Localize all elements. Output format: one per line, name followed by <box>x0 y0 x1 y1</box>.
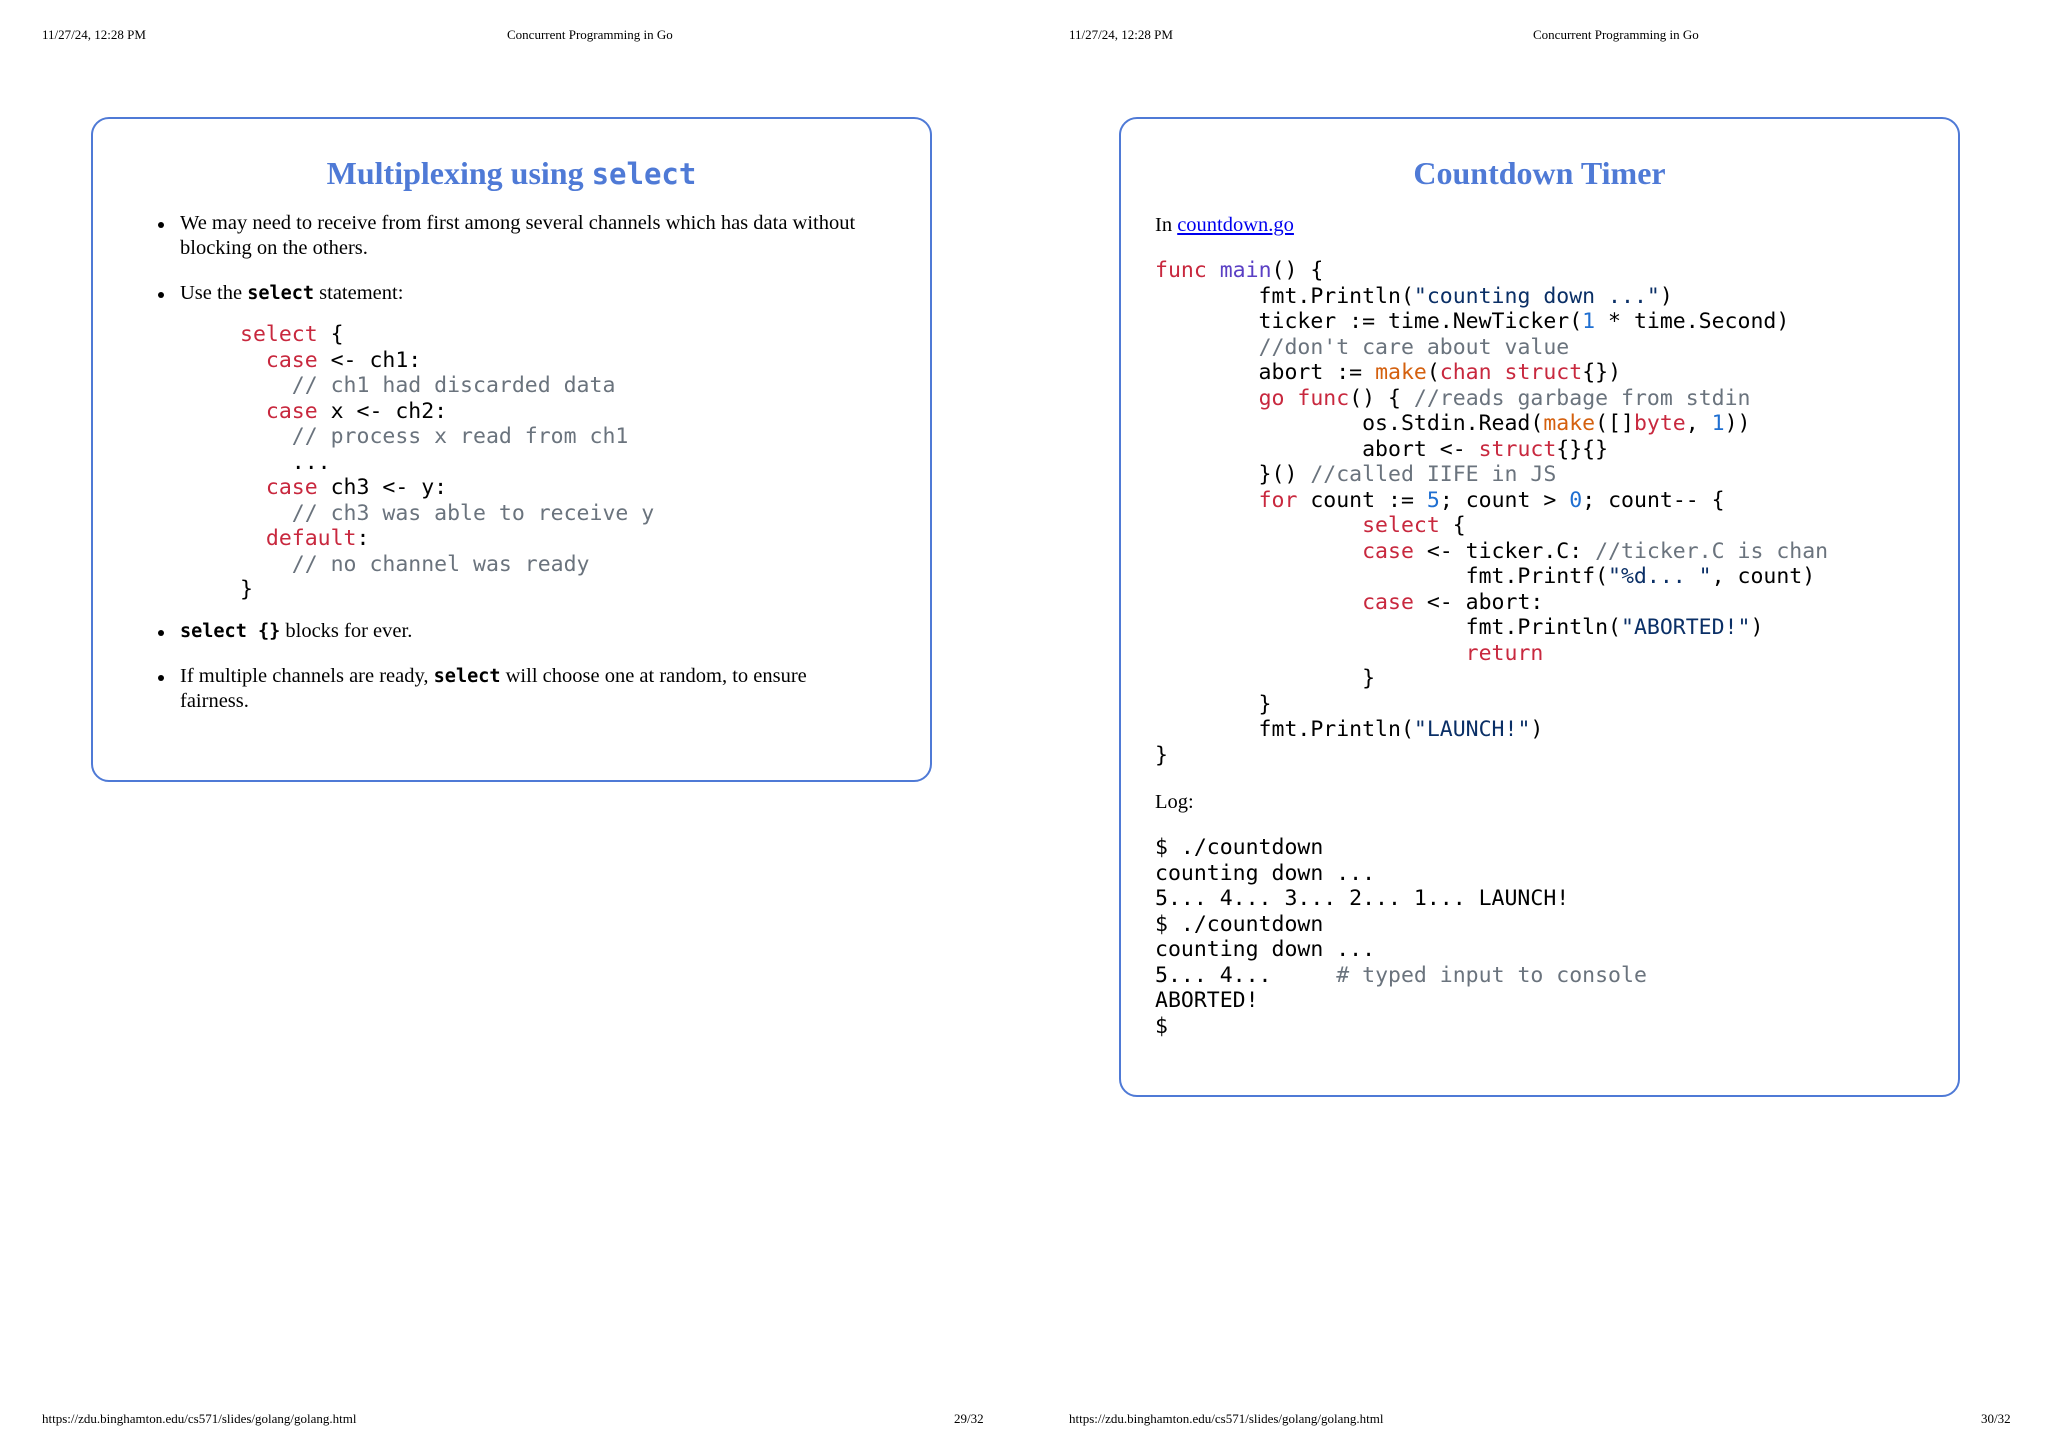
slide-title: Multiplexing using select <box>326 155 697 191</box>
bullet-item: If multiple channels are ready, select will choose one at random, to ensure fairness. <box>140 664 860 714</box>
page-url: https://zdu.binghamton.edu/cs571/slides/golang/golang.html <box>1069 1411 1384 1426</box>
countdown-link[interactable]: countdown.go <box>1177 214 1294 236</box>
page-number: 30/32 <box>1981 1411 2011 1426</box>
slide-title: Countdown Timer <box>1413 155 1666 191</box>
bullet-item: We may need to receive from first among several channels which has data without blocking on the others. <box>140 211 860 261</box>
log-output: $ ./countdown counting down ... 5... 4... 3... 2... 1... LAUNCH! $ ./countdown counting down ... 5... 4... # typed input to console ABORTED! $ <box>1155 835 1647 1039</box>
page-timestamp: 11/27/24, 12:28 PM <box>42 27 146 42</box>
page-number: 29/32 <box>954 1411 984 1426</box>
log-label: Log: <box>1155 791 1194 813</box>
page-header-title: Concurrent Programming in Go <box>507 27 673 42</box>
intro-text: In countdown.go <box>1155 214 1294 236</box>
page-timestamp: 11/27/24, 12:28 PM <box>1069 27 1173 42</box>
page-url: https://zdu.binghamton.edu/cs571/slides/golang/golang.html <box>42 1411 357 1426</box>
bullet-item: select {} blocks for ever. <box>140 619 860 644</box>
bullet-item: Use the select statement: select { case <- ch1: // ch1 had discarded data case x <- ch2: // process x read from ch1 ... case ch3 <- y: // ch3 was able to receive y default: // no channel was ready } <box>140 281 860 603</box>
slide-multiplexing <box>91 117 932 782</box>
bullet-list <box>140 211 860 734</box>
code-block: func main() { fmt.Println("counting down ...") ticker := time.NewTicker(1 * time.Second) //don't care about value abort := make(chan struct{}) go func() { //reads garbage from stdin os.Stdin.Read(make([]byte, 1)) abort <- struct{}{} }() //called IIFE in JS for count := 5; count > 0; count-- { select { case <- ticker.C: //ticker.C is chan fmt.Printf("%d... ", count) case <- abort: fmt.Println("ABORTED!") return } } fmt.Println("LAUNCH!") } <box>1155 258 1829 768</box>
code-block: select { case <- ch1: // ch1 had discarded data case x <- ch2: // process x read from ch1 ... case ch3 <- y: // ch3 was able to receive y default: // no channel was ready } <box>240 322 655 602</box>
slide-countdown-timer <box>1119 117 1960 1097</box>
page-header-title: Concurrent Programming in Go <box>1533 27 1699 42</box>
